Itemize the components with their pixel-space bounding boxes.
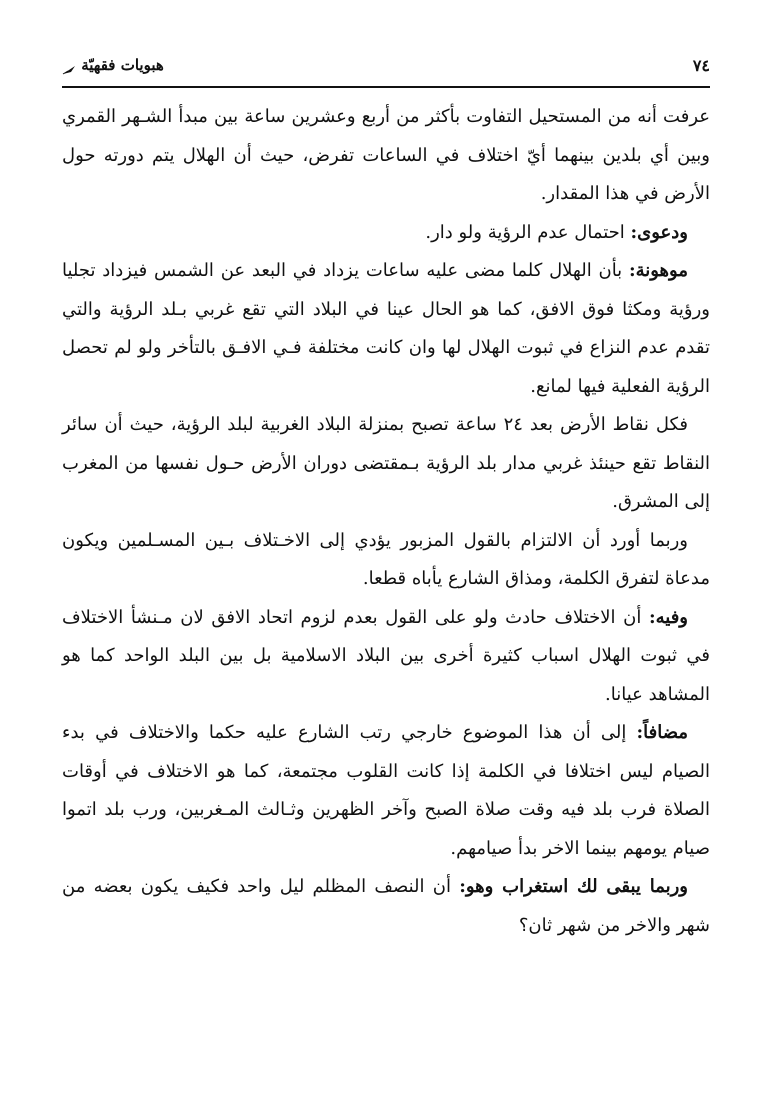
paragraph-lead: وربما يبقى لك استغراب وهو: [459, 876, 688, 897]
paragraph-lead: وفيه: [648, 606, 688, 628]
paragraph-lead: مضافاً: [636, 722, 688, 743]
paragraph-text: أن النصف المظلم ليل واحد فكيف يكون بعضه من شهر والاخر من شهر ثان؟ [62, 876, 710, 936]
paragraph-text: احتمال عدم الرؤية ولو دار. [425, 221, 631, 243]
paragraph-5 [62, 522, 710, 599]
running-title-text: هبويات فقهيّة [81, 56, 164, 74]
paragraph-text: فكل نقاط الأرض بعد ٢٤ ساعة تصبح بمنزلة البلاد الغربية لبلد الرؤية، حيث أن سائر النقاط تقع حينئذ غربي مدار بلد الرؤية بـمقتضى دوران الأرض حـول نفسها من المغرب إلى المشرق. [62, 414, 710, 512]
paragraph-6 [62, 599, 710, 715]
page-number: ٧٤ [692, 56, 710, 75]
paragraph-text: بأن الهلال كلما مضى عليه ساعات يزداد في البعد عن الشمس فيزداد تجليا ورؤية ومكثا فوق الافق، كما هو الحال عينا في البلاد التي تقع غربي بـلد الرؤية والتي تقدم عدم النزاع في ثبوت الهلال لها وان كانت مختلفة فـي الافـق بالتأخر ولو لم تحصل الرؤية الفعلية فيها لمانع. [62, 260, 710, 397]
running-title [62, 56, 164, 74]
paragraph-lead: ودعوى: [630, 221, 688, 243]
quill-icon [62, 61, 76, 71]
paragraph-text: إلى أن هذا الموضوع خارجي رتب الشارع عليه حكما والاختلاف في بدء الصيام ليس اختلافا في الكلمة إذا كانت القلوب مجتمعة، كما هو الاختلاف في أوقات الصلاة فرب بلد فيه وقت صلاة الصبح وآخر الظهرين وثـالث المـغربين، ورب بلد اتموا صيام يومهم بينما الاخر بدأ صيامهم. [62, 722, 710, 859]
paragraph-text: وربما أورد أن الالتزام بالقول المزبور يؤدي إلى الاخـتلاف بـين المسـلمين ويكون مدعاة لتفرق الكلمة، ومذاق الشارع يأباه قطعا. [62, 529, 710, 589]
paragraph-4 [62, 406, 710, 522]
paragraph-3 [62, 252, 710, 406]
page-body [62, 88, 710, 945]
paragraph-text: عرفت أنه من المستحيل التفاوت بأكثر من أربع وعشرين ساعة بين مبدأ الشـهر القمري وبين أي بلدين بينهما أيّ اختلاف في الساعات تفرض، حيث أن الهلال يتم دورته حول الأرض في هذا المقدار. [62, 106, 710, 204]
paragraph-7 [62, 714, 710, 868]
paragraph-lead: موهونة: [628, 260, 688, 281]
paragraph-1 [62, 98, 710, 214]
page-header [62, 44, 710, 88]
paragraph-8 [62, 868, 710, 945]
book-page [62, 44, 710, 945]
paragraph-2 [62, 214, 710, 253]
paragraph-text: أن الاختلاف حادث ولو على القول بعدم لزوم اتحاد الافق لان مـنشأ الاختلاف في ثبوت الهلال اسباب كثيرة أخرى بين البلاد الاسلامية بل بين البلد الواحد كما هو المشاهد عيانا. [62, 606, 710, 705]
